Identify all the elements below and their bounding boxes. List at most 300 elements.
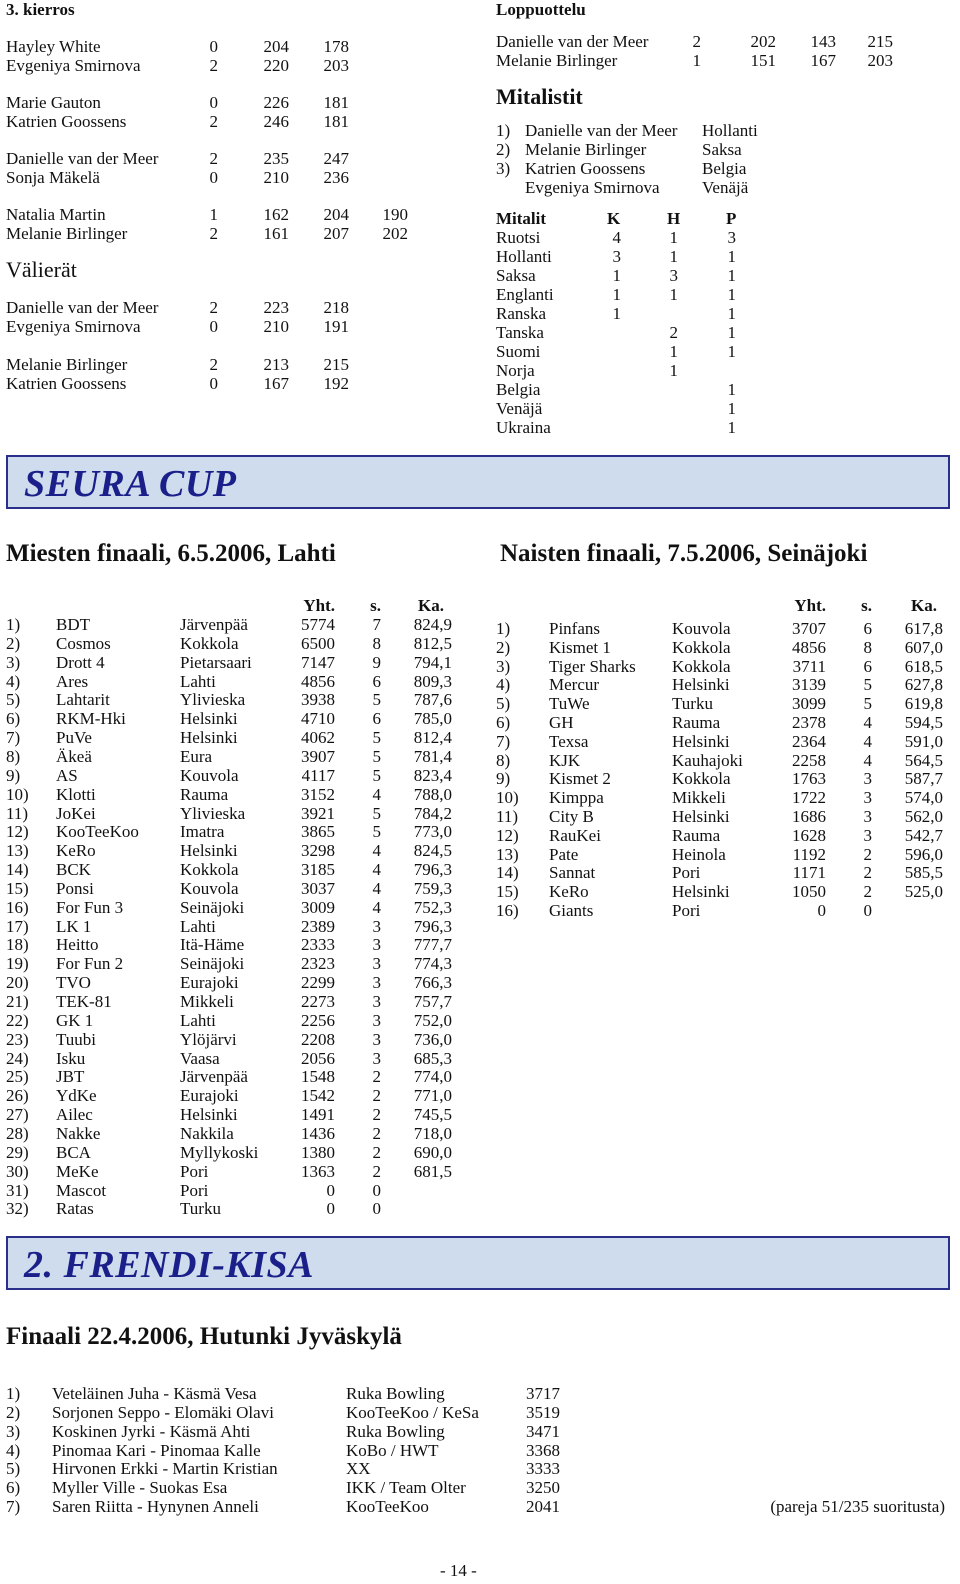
medalist-row-cell: Saksa [702, 140, 742, 159]
men-row-cell: 29) [6, 1142, 29, 1162]
frendi-row-cell: Sorjonen Seppo - Elomäki Olavi [52, 1402, 274, 1422]
men-row-cell: MeKe [56, 1161, 99, 1181]
men-row-cell: 4710 [301, 709, 335, 729]
women-row-cell: 3 [863, 769, 872, 789]
match-row-cell: 167 [263, 374, 289, 393]
match-row-cell: 236 [323, 168, 349, 187]
women-row-cell: 574,0 [904, 788, 943, 808]
frendi-row-cell: Saren Riitta - Hynynen Anneli [52, 1497, 259, 1517]
women-final-title: Naisten finaali, 7.5.2006, Seinäjoki [500, 540, 868, 567]
men-row-cell: 788,0 [413, 784, 452, 804]
men-row-cell: Äkeä [56, 746, 92, 766]
match-row-cell: 2 [209, 355, 218, 374]
men-row-cell: 3 [372, 1010, 381, 1030]
men-row-cell: YdKe [56, 1086, 97, 1106]
medalist-row-cell: Venäjä [702, 178, 749, 197]
medal-row-cell: 1 [612, 285, 621, 304]
women-row-cell: 3 [863, 788, 872, 808]
men-row-cell: 9 [372, 652, 381, 672]
women-row-cell: Pori [672, 863, 701, 883]
women-row-cell: 2 [863, 882, 872, 902]
men-row-cell: 1491 [301, 1105, 335, 1125]
women-row-cell: 5) [496, 694, 511, 714]
men-row-cell: LK 1 [56, 916, 92, 936]
medal-row-cell: 1 [727, 380, 736, 399]
men-row-cell: 3 [372, 973, 381, 993]
men-row-cell: 24) [6, 1048, 29, 1068]
match-row-cell: 190 [382, 205, 408, 224]
men-row-cell: 16) [6, 897, 29, 917]
final-row-cell: 202 [750, 32, 776, 51]
women-row-cell: Mercur [549, 675, 600, 695]
men-row-cell: 4062 [301, 728, 335, 748]
women-row-cell: 4 [863, 731, 872, 751]
final-row-cell: 203 [867, 51, 893, 70]
men-row-cell: Lahtarit [56, 690, 110, 710]
men-row-cell: 3 [372, 1029, 381, 1049]
medal-row-cell: Tanska [496, 323, 544, 342]
match-row-cell: 0 [209, 317, 218, 336]
frendi-row-cell: KoBo / HWT [346, 1440, 439, 1460]
men-row-cell: 2 [372, 1105, 381, 1125]
men-row-cell: Nakke [56, 1123, 101, 1143]
men-row-cell: Rauma [180, 784, 229, 804]
women-row-cell: 3 [863, 825, 872, 845]
men-row-cell: Seinäjoki [180, 897, 245, 917]
final-title: Loppuottelu [496, 0, 586, 19]
men-row-cell: 823,4 [413, 765, 452, 785]
match-row-cell: 207 [323, 224, 349, 243]
match-row-cell: Katrien Goossens [6, 112, 127, 131]
women-row-cell: Helsinki [672, 731, 730, 751]
men-row-cell: Lahti [180, 916, 216, 936]
women-row-cell: 564,5 [904, 750, 943, 770]
women-row-cell: Kokkola [672, 637, 731, 657]
men-row-cell: 5774 [301, 615, 335, 634]
men-row-cell: Helsinki [180, 728, 238, 748]
women-row-cell: 1628 [792, 825, 826, 845]
men-row-cell: Kouvola [180, 765, 239, 785]
men-row-cell: 7) [6, 728, 21, 748]
frendi-banner [6, 1236, 950, 1290]
men-row-cell: Seinäjoki [180, 954, 245, 974]
match-row-cell: 178 [323, 37, 349, 56]
men-row-cell: 5 [372, 728, 381, 748]
medal-row-cell: 1 [727, 247, 736, 266]
women-row-cell: 627,8 [904, 675, 943, 695]
men-row-cell: Lahti [180, 1010, 216, 1030]
women-row-cell: 1050 [792, 882, 826, 902]
women-row-cell: Helsinki [672, 807, 730, 826]
men-row-cell: 2) [6, 633, 21, 653]
men-row-cell: Tuubi [56, 1029, 97, 1049]
men-row-cell: Ares [56, 671, 89, 691]
women-row-cell: 617,8 [904, 619, 943, 638]
men-row-cell: 766,3 [413, 973, 452, 993]
match-row-cell: 162 [263, 205, 289, 224]
women-row-cell: Kokkola [672, 769, 731, 789]
frendi-row-cell: Hirvonen Erkki - Martin Kristian [52, 1459, 278, 1479]
men-row-cell: 785,0 [413, 709, 452, 729]
match-row-cell: 191 [323, 317, 349, 336]
men-row-cell: 2256 [301, 1010, 335, 1030]
men-row-cell: TVO [56, 973, 91, 993]
women-row-cell: 2364 [792, 731, 826, 751]
women-row-cell: 6) [496, 713, 511, 732]
men-row-cell: 736,0 [413, 1029, 452, 1049]
final-row-cell: 143 [810, 32, 836, 51]
men-row-cell: 4 [372, 860, 381, 880]
frendi-row-cell: 2) [6, 1402, 21, 1422]
women-row-cell: 6 [863, 656, 872, 676]
men-row-cell: 759,3 [413, 878, 452, 898]
men-row-cell: 774,0 [413, 1067, 452, 1087]
men-row-cell: 681,5 [413, 1161, 452, 1181]
frendi-row-cell: Ruka Bowling [346, 1421, 445, 1441]
women-row-cell: RauKei [549, 825, 601, 845]
men-row-cell: Pietarsaari [180, 652, 252, 672]
women-row-cell: 13) [496, 844, 519, 864]
women-row-cell: Rauma [672, 713, 721, 732]
match-row-cell: Melanie Birlinger [6, 355, 128, 374]
men-row-cell: 3 [372, 992, 381, 1011]
match-row-cell: Danielle van der Meer [6, 149, 159, 168]
women-row-cell: Pate [549, 844, 579, 864]
men-row-cell: 8 [372, 633, 381, 653]
men-row-cell: Mikkeli [180, 992, 234, 1011]
men-row-cell: 5) [6, 690, 21, 710]
page-number: - 14 - [440, 1561, 477, 1580]
match-row-cell: 203 [323, 56, 349, 75]
frendi-row-cell: IKK / Team Olter [346, 1478, 466, 1498]
medal-row-cell: 4 [612, 228, 621, 247]
match-row-cell: Sonja Mäkelä [6, 168, 100, 187]
round3-title: 3. kierros [6, 0, 75, 19]
women-header-row-cell: Yht. [794, 596, 826, 615]
men-row-cell: Pori [180, 1161, 209, 1181]
men-row-cell: 4 [372, 784, 381, 804]
women-row-cell: Tiger Sharks [549, 656, 636, 676]
medal-row-cell: Belgia [496, 380, 541, 399]
men-row-cell: 26) [6, 1086, 29, 1106]
men-row-cell: For Fun 3 [56, 897, 124, 917]
match-row-cell: 247 [323, 149, 349, 168]
men-row-cell: 5 [372, 746, 381, 766]
men-row-cell: 3) [6, 652, 21, 672]
men-row-cell: 12) [6, 822, 29, 842]
men-row-cell: 773,0 [413, 822, 452, 842]
men-row-cell: 824,9 [413, 615, 452, 634]
match-row-cell: 204 [323, 205, 349, 224]
medal-row-cell: 2 [669, 323, 678, 342]
men-row-cell: BCK [56, 860, 91, 880]
match-row-cell: 181 [323, 112, 349, 131]
medal-row-cell: Ukraina [496, 418, 551, 437]
men-row-cell: 25) [6, 1067, 29, 1087]
women-row-cell: 14) [496, 863, 519, 883]
men-row-cell: 6) [6, 709, 21, 729]
men-row-cell: 690,0 [413, 1142, 452, 1162]
men-row-cell: Mascot [56, 1180, 107, 1200]
match-row-cell: 1 [209, 205, 218, 224]
women-row-cell: 594,5 [904, 713, 943, 732]
men-row-cell: 5 [372, 803, 381, 823]
women-row-cell: 2378 [792, 713, 826, 732]
men-row-cell: Järvenpää [180, 615, 248, 634]
women-row-cell: KeRo [549, 882, 589, 902]
men-row-cell: 4 [372, 897, 381, 917]
men-row-cell: 794,1 [413, 652, 452, 672]
women-row-cell: 2 [863, 863, 872, 883]
women-row-cell: 2258 [792, 750, 826, 770]
medal-row-cell: Norja [496, 361, 535, 380]
men-row-cell: Cosmos [56, 633, 111, 653]
men-row-cell: JBT [56, 1067, 85, 1087]
frendi-row-cell: Veteläinen Juha - Käsmä Vesa [52, 1384, 257, 1403]
match-row-cell: 246 [263, 112, 289, 131]
match-row-cell: 210 [263, 317, 289, 336]
men-row-cell: 7147 [301, 652, 335, 672]
frendi-row-cell: 2041 [526, 1497, 560, 1517]
final-row-cell: 2 [692, 32, 701, 51]
match-row-cell: 220 [263, 56, 289, 75]
men-row-cell: 781,4 [413, 746, 452, 766]
men-row-cell: 2 [372, 1067, 381, 1087]
men-row-cell: 3921 [301, 803, 335, 823]
men-row-cell: Helsinki [180, 709, 238, 729]
men-row-cell: 6 [372, 671, 381, 691]
women-row-cell: TuWe [549, 694, 590, 714]
medalist-row-cell: Melanie Birlinger [525, 140, 647, 159]
women-row-cell: 10) [496, 788, 519, 808]
men-row-cell: 11) [6, 803, 29, 823]
men-row-cell: 2056 [301, 1048, 335, 1068]
men-row-cell: 2299 [301, 973, 335, 993]
women-row-cell: 2) [496, 637, 511, 657]
women-row-cell: 585,5 [904, 863, 943, 883]
women-row-cell: 6 [863, 619, 872, 638]
women-row-cell: 9) [496, 769, 511, 789]
medalist-row-cell: 1) [496, 121, 511, 140]
men-row-cell: Isku [56, 1048, 86, 1068]
men-row-cell: Pori [180, 1180, 209, 1200]
semis-title: Välierät [6, 257, 77, 282]
men-row-cell: 6 [372, 709, 381, 729]
medal-header-row-cell: Mitalit [496, 209, 547, 228]
men-row-cell: Kokkola [180, 633, 239, 653]
women-row-cell: Turku [672, 694, 713, 714]
medal-row-cell: 1 [612, 266, 621, 285]
women-row-cell: 525,0 [904, 882, 943, 902]
men-row-cell: 774,3 [413, 954, 452, 974]
men-row-cell: For Fun 2 [56, 954, 124, 974]
men-row-cell: 14) [6, 860, 29, 880]
men-row-cell: 3152 [301, 784, 335, 804]
men-row-cell: 3185 [301, 860, 335, 880]
match-row-cell: 223 [263, 298, 289, 317]
men-row-cell: BCA [56, 1142, 91, 1162]
men-row-cell: 22) [6, 1010, 29, 1030]
women-row-cell: 1171 [792, 863, 826, 883]
frendi-row-cell: 3368 [526, 1440, 560, 1460]
men-row-cell: 31) [6, 1180, 29, 1200]
medal-row-cell: 1 [727, 399, 736, 418]
women-row-cell: 2 [863, 844, 872, 864]
medal-row-cell: 1 [727, 285, 736, 304]
medal-row-cell: 3 [669, 266, 678, 285]
frendi-row-cell: Ruka Bowling [346, 1384, 445, 1403]
frendi-row-cell: (pareja 51/235 suoritusta) [770, 1497, 945, 1517]
women-row-cell: Mikkeli [672, 788, 726, 808]
frendi-row-cell: 4) [6, 1440, 21, 1460]
men-row-cell: 30) [6, 1161, 29, 1181]
medal-row-cell: 1 [669, 285, 678, 304]
women-row-cell: Heinola [672, 844, 726, 864]
women-row-cell: 1722 [792, 788, 826, 808]
women-row-cell: 607,0 [904, 637, 943, 657]
match-row-cell: 218 [323, 298, 349, 317]
women-header-row-cell: Ka. [911, 596, 937, 615]
women-row-cell: Texsa [549, 731, 589, 751]
men-row-cell: Drott 4 [56, 652, 105, 672]
frendi-row-cell: KooTeeKoo / KeSa [346, 1402, 479, 1422]
men-row-cell: 18) [6, 935, 29, 955]
frendi-row-cell: KooTeeKoo [346, 1497, 429, 1517]
women-row-cell: 587,7 [904, 769, 943, 789]
women-row-cell: Helsinki [672, 675, 730, 695]
men-row-cell: Turku [180, 1199, 221, 1219]
men-row-cell: AS [56, 765, 78, 785]
women-row-cell: 591,0 [904, 731, 943, 751]
men-row-cell: 2 [372, 1086, 381, 1106]
frendi-row-cell: 6) [6, 1478, 21, 1498]
women-row-cell: 3707 [792, 619, 826, 638]
medal-row-cell: Venäjä [496, 399, 543, 418]
medal-row-cell: 1 [669, 361, 678, 380]
match-row-cell: Evgeniya Smirnova [6, 56, 141, 75]
men-header-row-cell: s. [370, 596, 381, 615]
men-row-cell: Ratas [56, 1199, 94, 1219]
match-row-cell: 161 [263, 224, 289, 243]
men-header-row-cell: Ka. [418, 596, 444, 615]
men-row-cell: 1436 [301, 1123, 335, 1143]
men-row-cell: Itä-Häme [180, 935, 245, 955]
men-row-cell: Kokkola [180, 860, 239, 880]
men-row-cell: 796,3 [413, 916, 452, 936]
women-row-cell: 3139 [792, 675, 826, 695]
medal-row-cell: 1 [727, 418, 736, 437]
men-row-cell: 3009 [301, 897, 335, 917]
men-row-cell: 19) [6, 954, 29, 974]
men-row-cell: 4) [6, 671, 21, 691]
women-row-cell: 542,7 [904, 825, 943, 845]
men-row-cell: 1363 [301, 1161, 335, 1181]
frendi-row-cell: 3333 [526, 1459, 560, 1479]
men-row-cell: 17) [6, 916, 29, 936]
medal-row-cell: 1 [669, 228, 678, 247]
men-row-cell: 15) [6, 878, 29, 898]
medalist-row-cell: Hollanti [702, 121, 758, 140]
medal-row-cell: 1 [727, 342, 736, 361]
men-row-cell: 10) [6, 784, 29, 804]
match-row-cell: 2 [209, 224, 218, 243]
match-row-cell: Evgeniya Smirnova [6, 317, 141, 336]
women-row-cell: 5 [863, 694, 872, 714]
men-row-cell: Imatra [180, 822, 225, 842]
men-row-cell: 3907 [301, 746, 335, 766]
women-row-cell: KJK [549, 750, 581, 770]
men-row-cell: Ailec [56, 1105, 93, 1125]
men-row-cell: 2273 [301, 992, 335, 1011]
men-row-cell: 3865 [301, 822, 335, 842]
men-row-cell: 3 [372, 1048, 381, 1068]
men-row-cell: KeRo [56, 841, 96, 861]
frendi-row-cell: 3519 [526, 1402, 560, 1422]
match-row-cell: 226 [263, 93, 289, 112]
match-row-cell: 213 [263, 355, 289, 374]
women-row-cell: 4) [496, 675, 511, 695]
men-row-cell: 0 [326, 1180, 335, 1200]
seura-cup-title: SEURA CUP [24, 463, 237, 505]
medalist-row-cell: 3) [496, 159, 511, 178]
women-row-cell: Pori [672, 901, 701, 920]
medal-row-cell: Suomi [496, 342, 541, 361]
match-row-cell: 0 [209, 37, 218, 56]
women-row-cell: 1) [496, 619, 511, 638]
frendi-row-cell: 3717 [526, 1384, 560, 1403]
women-row-cell: Sannat [549, 863, 596, 883]
women-row-cell: 3) [496, 656, 511, 676]
women-row-cell: Kauhajoki [672, 750, 743, 770]
men-row-cell: Helsinki [180, 841, 238, 861]
medalist-row-cell: Belgia [702, 159, 747, 178]
men-row-cell: 777,7 [413, 935, 452, 955]
men-row-cell: Ponsi [56, 878, 94, 898]
men-row-cell: PuVe [56, 728, 92, 748]
men-row-cell: 745,5 [413, 1105, 452, 1125]
medal-header-row-cell: H [667, 209, 681, 228]
men-row-cell: JoKei [56, 803, 96, 823]
women-row-cell: Kokkola [672, 656, 731, 676]
men-row-cell: 771,0 [413, 1086, 452, 1106]
men-row-cell: Eura [180, 746, 213, 766]
men-row-cell: 4 [372, 878, 381, 898]
medal-row-cell: 1 [669, 247, 678, 266]
men-row-cell: BDT [56, 615, 90, 634]
women-row-cell: 1686 [792, 807, 826, 826]
match-row-cell: 0 [209, 374, 218, 393]
men-header-row-cell: Yht. [303, 596, 335, 615]
men-row-cell: Heitto [56, 935, 99, 955]
final-row-cell: 151 [750, 51, 776, 70]
medal-row-cell: Hollanti [496, 247, 552, 266]
women-row-cell: Kismet 2 [549, 769, 611, 789]
men-row-cell: 3298 [301, 841, 335, 861]
frendi-row-cell: 5) [6, 1459, 21, 1479]
men-row-cell: GK 1 [56, 1010, 94, 1030]
women-row-cell: City B [549, 807, 594, 826]
match-row-cell: 2 [209, 112, 218, 131]
men-row-cell: 3 [372, 935, 381, 955]
men-row-cell: 812,4 [413, 728, 452, 748]
men-row-cell: 3037 [301, 878, 335, 898]
match-row-cell: 2 [209, 149, 218, 168]
men-row-cell: Vaasa [180, 1048, 220, 1068]
men-row-cell: 784,2 [413, 803, 452, 823]
women-row-cell: 562,0 [904, 807, 943, 826]
men-row-cell: 2 [372, 1142, 381, 1162]
men-row-cell: 6500 [301, 633, 335, 653]
